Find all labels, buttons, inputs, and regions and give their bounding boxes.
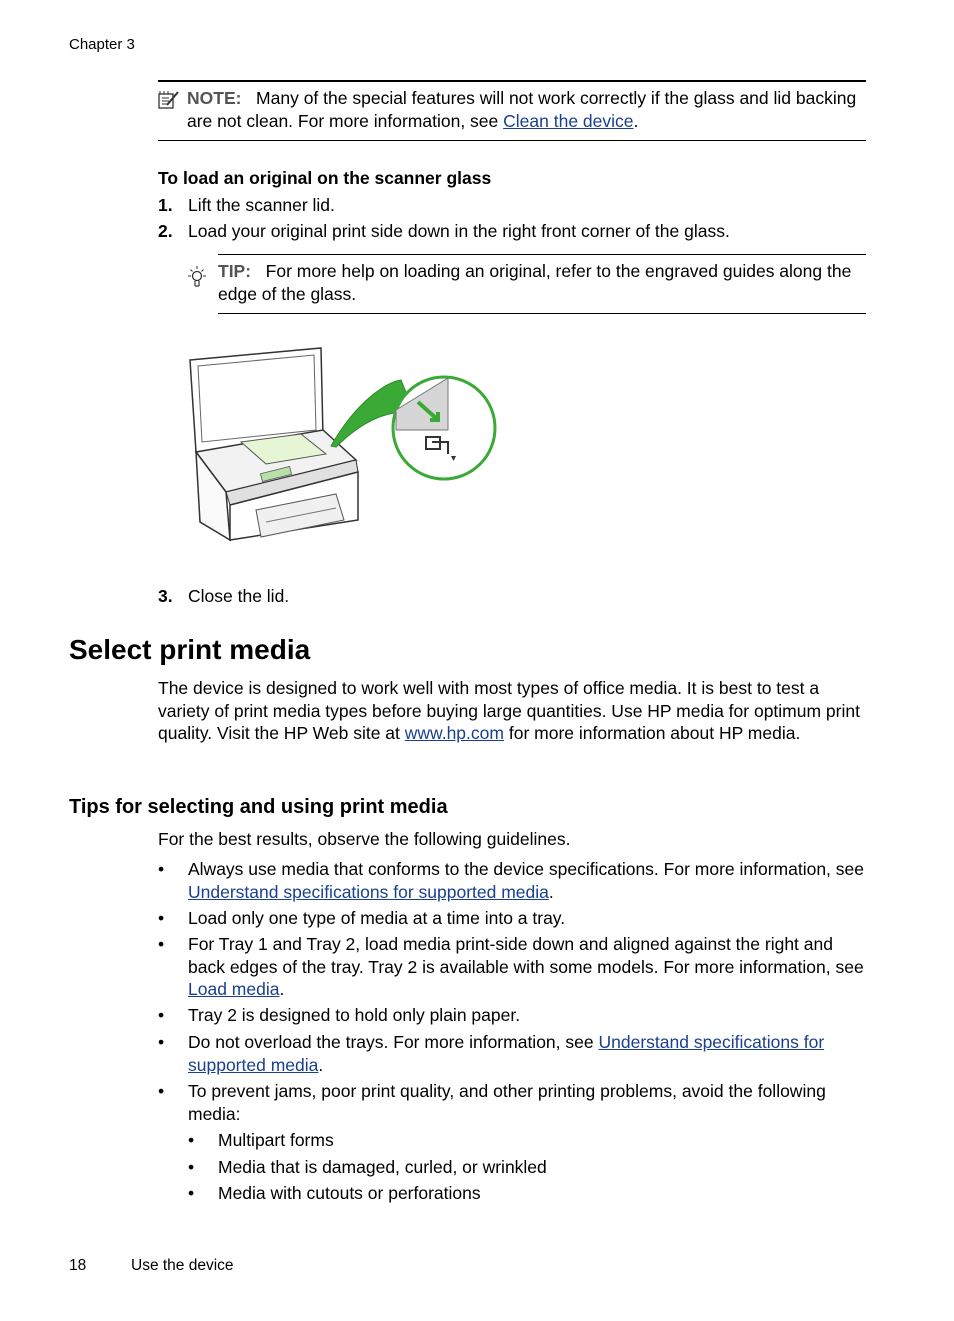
intro-text-post: for more information about HP media. <box>508 723 801 743</box>
list-item-text: Do not overload the trays. For more information, see Understand specifications for supported media. <box>188 1032 825 1075</box>
sub-list-item-text: Media that is damaged, curled, or wrinkled <box>218 1157 547 1177</box>
intro-text-pre: The device is designed to work well with most types of office media. It is best to test a variety of print media types before buying large quantities. Use HP media for optimum print quality. Visit the HP Web site at <box>158 678 860 743</box>
step-number: 1. <box>158 195 173 215</box>
note-text: Many of the special features will not work correctly if the glass and lid backing are not clean. For more information, see <box>187 88 857 131</box>
clean-device-link[interactable]: Clean the device <box>503 110 634 131</box>
page-number: 18 <box>69 1257 87 1274</box>
list-item-text: Tray 2 is designed to hold only plain paper. <box>188 1005 521 1025</box>
step-number: 3. <box>158 586 173 606</box>
note-bottom-rule <box>158 140 866 141</box>
subsection-title: Tips for selecting and using print media <box>69 796 448 818</box>
tip-top-rule <box>218 254 866 255</box>
list-item-text: Always use media that conforms to the device specifications. For more information, see Understand specifications for supported media. <box>188 859 864 902</box>
bullet: • <box>188 1183 195 1203</box>
list-item-text: For Tray 1 and Tray 2, load media print-side down and aligned against the right and back edges of the tray. Tray 2 is available with some models. For more information, see Load media. <box>188 934 864 999</box>
step-text: Load your original print side down in the right front corner of the glass. <box>188 221 730 241</box>
specs-link[interactable]: Understand specifications for supported media <box>188 1032 825 1075</box>
sub-list-item-text: Multipart forms <box>218 1130 334 1150</box>
procedure-title: To load an original on the scanner glass <box>158 168 492 188</box>
scanner-glass-illustration <box>186 342 501 552</box>
tip-bottom-rule <box>218 313 866 314</box>
list-item-text: Load only one type of media at a time into a tray. <box>188 908 566 928</box>
note-end: . <box>633 110 639 131</box>
tip-text-block <box>218 260 866 305</box>
lightbulb-icon <box>186 265 208 289</box>
bullet: • <box>188 1157 195 1177</box>
chapter-header: Chapter 3 <box>69 36 135 53</box>
load-media-link[interactable]: Load media <box>188 979 280 999</box>
step-text: Close the lid. <box>188 586 290 606</box>
section-intro <box>158 677 868 745</box>
note-label: NOTE: <box>187 88 242 108</box>
footer-section: Use the device <box>131 1257 234 1274</box>
bullet: • <box>158 1032 165 1052</box>
bullet: • <box>188 1130 195 1150</box>
bullet: • <box>158 1005 165 1025</box>
step-number: 2. <box>158 221 173 241</box>
bullet: • <box>158 1081 165 1101</box>
tip-label: TIP: <box>218 261 252 281</box>
section-title: Select print media <box>69 634 311 665</box>
step-text: Lift the scanner lid. <box>188 195 335 215</box>
hp-website-link[interactable]: www.hp.com <box>404 723 504 743</box>
sub-list-item-text: Media with cutouts or perforations <box>218 1183 481 1203</box>
bullet: • <box>158 859 165 879</box>
bullet: • <box>158 908 165 928</box>
note-pencil-icon <box>158 90 180 110</box>
note-text-block <box>187 87 867 132</box>
list-item-text: To prevent jams, poor print quality, and other printing problems, avoid the following media: <box>188 1081 826 1124</box>
bullet: • <box>158 934 165 954</box>
note-top-rule <box>158 80 866 82</box>
subsection-lead: For the best results, observe the following guidelines. <box>158 829 571 849</box>
specs-link[interactable]: Understand specifications for supported media <box>188 881 549 902</box>
tip-text: For more help on loading an original, refer to the engraved guides along the edge of the glass. <box>218 261 852 304</box>
